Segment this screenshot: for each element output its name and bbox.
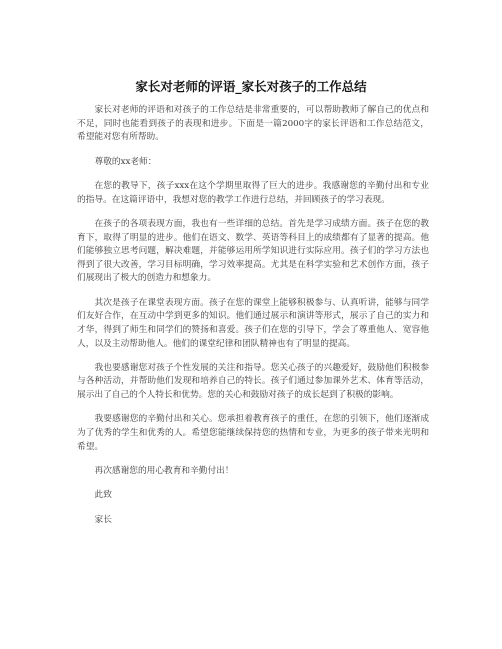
gratitude-paragraph: 我要感谢您的辛勤付出和关心。您承担着教育孩子的重任，在您的引领下，他们逐渐成为了优秀的学生和优秀的人。希望您能继续保持您的热情和专业，为更多的孩子带来光明和希望。 [77,414,429,452]
document-title: 家长对老师的评语_家长对孩子的工作总结 [135,79,367,94]
intro-paragraph: 家长对老师的评语和对孩子的工作总结是非常重要的，可以帮助教师了解自己的优点和不足，同时也能看到孩子的表现和进步。下面是一篇2000字的家长评语和工作总结范文，希望能对您有所帮助。 [77,105,429,143]
closing-line: 此致 [94,490,112,501]
classroom-paragraph: 其次是孩子在课堂表现方面。孩子在您的课堂上能够积极参与、认真听讲，能够与同学们友好合作，在互动中学到更多的知识。他们通过展示和演讲等形式，展示了自己的实力和才华，得到了师生和同学们的赞扬和喜爱。孩子们在您的引导下，学会了尊重他人、宽容他人，以及主动帮助他人。他们的课堂纪律和团队精神也有了明显的提高。 [77,297,429,349]
document-body [77,104,429,538]
opening-paragraph: 在您的教导下，孩子xxx在这个学期里取得了巨大的进步。我感谢您的辛勤付出和专业的指导。在这篇评语中，我想对您的教学工作进行总结，并回顾孩子的学习表现。 [77,180,429,205]
personality-paragraph: 我也要感谢您对孩子个性发展的关注和指导。您关心孩子的兴趣爱好，鼓励他们积极参与各种活动，并帮助他们发现和培养自己的特长。孩子们通过参加课外艺术、体育等活动，展示出了自己的个人特长和优势。您的关心和鼓励对孩子的成长起到了积极的影响。 [77,362,429,401]
signature-line: 家长 [94,514,112,525]
academic-paragraph: 在孩子的各项表现方面，我也有一些详细的总结。首先是学习成绩方面。孩子在您的教育下，取得了明显的进步。他们在语文、数学、英语等科目上的成绩都有了显著的提高。他们能够独立思考问题，解决难题，并能够运用所学知识进行实际应用。孩子们的学习方法也得到了很大改善，学习目标明确，学习效率提高。尤其是在科学实验和艺术创作方面，孩子们展现出了极大的创造力和想象力。 [77,218,429,284]
salutation: 尊敬的xx老师： [94,156,157,167]
thanks-line: 再次感谢您的用心教育和辛勤付出！ [94,466,234,477]
